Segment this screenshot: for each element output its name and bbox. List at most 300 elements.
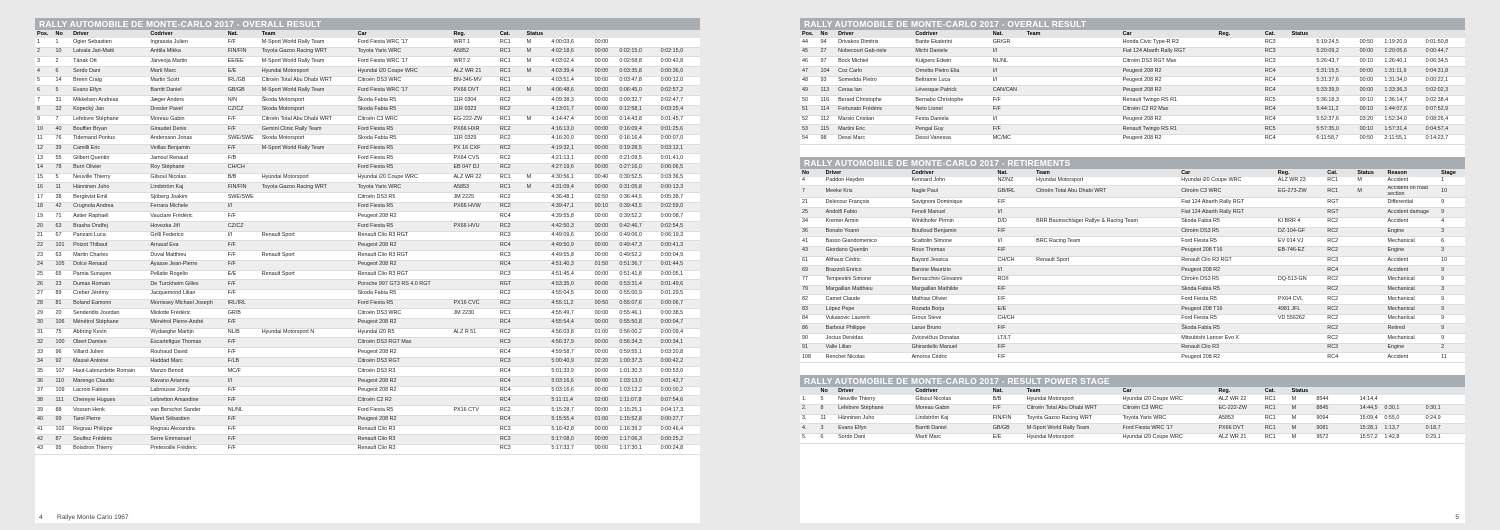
table-cell: Boland Eamonn	[71, 299, 148, 309]
table-cell: RC5	[1263, 125, 1290, 135]
table-cell	[1355, 198, 1385, 208]
table-cell: FIN/FIN	[226, 183, 260, 193]
table-cell: Camilli Eric	[71, 144, 148, 154]
table-cell: 109	[54, 386, 72, 396]
table-cell: RC4	[498, 348, 525, 358]
table-cell: Somedda Pietro	[836, 76, 913, 86]
table-cell: PX64 CVL	[1276, 295, 1325, 305]
table-cell: F/F	[226, 125, 260, 135]
table-cell: 8544	[1314, 395, 1357, 404]
column-header: Cat.	[498, 30, 525, 38]
table-cell: 1:33:36,3	[1382, 86, 1423, 96]
table-cell: M-Sport World Rally Team	[1025, 424, 1121, 434]
table-cell	[1216, 38, 1262, 47]
table-cell: F/F	[226, 435, 260, 445]
table-cell: 96	[54, 348, 72, 358]
table-cell	[1025, 134, 1121, 144]
table-cell: Citroën DS3 RGT	[356, 357, 452, 367]
table-cell: Renault Clio R3	[356, 435, 452, 445]
table-cell: 00:00	[593, 183, 618, 193]
table-cell: Accident	[1385, 353, 1439, 363]
table-cell: 9081	[1314, 424, 1357, 434]
table-cell: F/F	[996, 285, 1035, 295]
table-cell: Parnia Sunayen	[71, 270, 148, 280]
table-cell	[617, 38, 658, 47]
table-cell: Citroën C3 WRC	[356, 115, 452, 125]
table-cell: Vauclare Frédéric	[148, 212, 225, 222]
table-cell: RC3	[1263, 38, 1290, 47]
table-cell: Ford Fiesta R5	[356, 222, 452, 232]
table-cell: 00:00	[593, 47, 618, 57]
table-cell	[525, 96, 550, 106]
table-cell: 0:30:52,5	[617, 173, 658, 183]
table-cell: Gemini Clinic Rally Team	[260, 125, 356, 135]
table-cell: RC4	[498, 377, 525, 387]
table-cell: IRL/GB	[226, 76, 260, 86]
column-header	[1424, 30, 1465, 38]
table-cell: 1	[54, 38, 72, 47]
table-cell: 47	[800, 67, 819, 77]
table-cell: 0:55:07,6	[617, 299, 658, 309]
table-cell: Ayasse Jean-Pierre	[148, 260, 225, 270]
column-header: Driver	[71, 30, 148, 38]
table-cell: 8	[35, 105, 54, 115]
table-row	[35, 193, 700, 203]
table-cell: A5852	[451, 47, 497, 57]
table-cell: RC4	[498, 386, 525, 396]
table-cell	[451, 367, 497, 377]
table-cell: 20	[54, 309, 72, 319]
table-cell: Arnaud Eva	[148, 241, 225, 251]
table-cell: RC1	[1263, 414, 1290, 424]
table-cell: 0:04:17,3	[659, 406, 700, 416]
table-cell: 0:06:06,5	[659, 163, 700, 173]
table-cell	[1034, 208, 1179, 218]
table-cell: 00:00	[593, 212, 618, 222]
table-cell: 1:42,8	[1382, 433, 1423, 443]
table-cell: RC2	[498, 96, 525, 106]
table-cell: 102	[54, 425, 72, 435]
table-cell: RC1	[498, 309, 525, 319]
table-row	[35, 251, 700, 261]
table-cell: 01:00	[593, 415, 618, 425]
table-cell: 00:00	[593, 406, 618, 416]
table-cell	[1034, 266, 1179, 276]
table-cell: 11R 0304	[451, 96, 497, 106]
table-cell: Renault Clio R3 RGT	[356, 270, 452, 280]
table-cell: 00:00	[593, 222, 618, 232]
table-row	[35, 415, 700, 425]
table-cell: F/F	[996, 198, 1035, 208]
table-cell	[525, 231, 550, 241]
table-cell: 93	[819, 76, 837, 86]
column-header: Cat.	[1263, 30, 1290, 38]
table-cell: Jamoul Renaud	[148, 154, 225, 164]
column-header	[1424, 387, 1465, 395]
table-row	[35, 338, 700, 348]
table-cell	[1216, 125, 1262, 135]
table-cell	[525, 212, 550, 222]
table-cell: Citroën C2 R2	[356, 396, 452, 406]
table-cell: RC4	[1263, 86, 1290, 96]
table-cell: Barritt Daniel	[913, 424, 990, 434]
table-cell: 53	[800, 125, 819, 135]
table-cell: F/F	[996, 246, 1035, 256]
table-header-row	[800, 169, 1465, 177]
table-cell: Margaillan Mathilde	[910, 285, 996, 295]
table-row	[35, 67, 700, 77]
table-cell: Chereyre Hugues	[71, 396, 148, 406]
table-cell: Vukasovic Laurent	[824, 314, 910, 324]
table-cell	[525, 241, 550, 251]
table-cell: Crugnola Andrea	[71, 202, 148, 212]
table-cell: Mechanical	[1385, 314, 1439, 324]
table-cell: 0:49:52,2	[617, 251, 658, 261]
table-cell: M-Sport World Rally Team	[260, 57, 356, 67]
table-cell: 9	[35, 115, 54, 125]
table-cell: Valle Lilian	[824, 343, 910, 353]
overall-result-title: RALLY AUTOMOBILE DE MONTE-CARLO 2017 - OVERALL RESULT	[35, 18, 700, 30]
table-cell	[451, 212, 497, 222]
table-cell	[525, 444, 550, 454]
table-cell: 0:29,1	[1424, 433, 1465, 443]
column-header: Reg.	[1216, 387, 1262, 395]
table-cell: Ford Fiesta WRC '17	[356, 57, 452, 67]
column-header: Team	[1034, 169, 1179, 177]
table-row	[35, 115, 700, 125]
table-cell: 0:00:44,7	[1424, 47, 1465, 57]
table-cell: 00:00	[593, 231, 618, 241]
table-cell: F/F	[226, 251, 260, 261]
table-cell: Engine	[1385, 246, 1439, 256]
table-cell: 40	[54, 125, 72, 135]
table-cell	[525, 280, 550, 290]
table-cell: Camet Claude	[824, 295, 910, 305]
table-cell: Škoda Fabia R5	[356, 96, 452, 106]
power-stage-title: RALLY AUTOMOBILE DE MONTE-CARLO 2017 - RESULT POWER STAGE	[800, 375, 1465, 387]
table-cell: Citroën DS3 R5	[1179, 275, 1276, 285]
table-cell: Ford Fiesta R5	[356, 299, 452, 309]
table-cell: Accident	[1385, 256, 1439, 266]
table-cell: Kuijpers Edwin	[913, 57, 990, 67]
table-cell: RGT	[498, 280, 525, 290]
table-cell: Neto Lionel	[913, 105, 990, 115]
table-cell: 00:00	[593, 318, 618, 328]
table-cell: Accident damage	[1385, 208, 1439, 218]
table-row	[800, 134, 1465, 144]
table-cell	[1034, 334, 1179, 344]
table-cell: Paddon Hayden	[824, 177, 910, 186]
table-cell: Rozada Borja	[910, 305, 996, 315]
table-row	[35, 280, 700, 290]
table-cell: 0:59:55,1	[617, 348, 658, 358]
column-header	[1382, 387, 1423, 395]
table-cell	[1355, 208, 1385, 218]
table-cell	[525, 348, 550, 358]
table-cell: 4:51:40,3	[549, 260, 592, 270]
table-cell: 00:00	[593, 270, 618, 280]
table-cell: 5:03:16,6	[549, 386, 592, 396]
table-cell: Peugeot 208 R2	[356, 348, 452, 358]
table-cell: NL/B	[226, 328, 260, 338]
table-cell	[525, 328, 550, 338]
table-cell: 44	[800, 38, 819, 47]
table-cell: 00:00	[593, 377, 618, 387]
table-cell: 2	[1439, 343, 1465, 353]
table-cell: Wydaeghe Martijn	[148, 328, 225, 338]
table-cell	[1216, 67, 1262, 77]
table-cell	[260, 396, 356, 406]
table-cell: 0:04:57,4	[1424, 125, 1465, 135]
table-cell: 1:15:25,1	[617, 406, 658, 416]
table-cell	[525, 435, 550, 445]
table-row	[35, 183, 700, 193]
table-cell: 13	[35, 154, 54, 164]
table-cell: 0:01:42,7	[659, 377, 700, 387]
table-row	[800, 237, 1465, 247]
table-cell	[1355, 237, 1385, 247]
table-cell: Tänak Ott	[71, 57, 148, 67]
table-cell: RC3	[1263, 57, 1290, 67]
table-cell: 0:00:25,2	[659, 435, 700, 445]
table-cell: Lévesque Patrick	[913, 86, 990, 96]
table-cell: 0:02:54,5	[659, 222, 700, 232]
table-cell: 5	[819, 395, 837, 404]
table-cell: Anttila Mikka	[148, 47, 225, 57]
table-cell: M	[525, 183, 550, 193]
table-cell: M	[525, 115, 550, 125]
table-cell: 1:15:52,8	[617, 415, 658, 425]
table-cell: 81	[54, 299, 72, 309]
table-cell: 4:55:04,5	[549, 289, 592, 299]
column-header	[800, 387, 819, 395]
table-row	[35, 435, 700, 445]
table-cell	[260, 193, 356, 203]
table-cell: 87	[54, 435, 72, 445]
table-cell: 0:00:12,0	[659, 76, 700, 86]
table-cell	[1290, 134, 1315, 144]
table-cell	[451, 396, 497, 406]
table-cell	[1216, 105, 1262, 115]
table-cell: Gilsoul Nicolas	[148, 173, 225, 183]
table-cell: I/I	[991, 47, 1025, 57]
table-cell	[1355, 334, 1385, 344]
column-header	[1382, 30, 1423, 38]
table-cell: 7	[35, 96, 54, 106]
table-row	[35, 105, 700, 115]
table-cell: Lefebvre Stéphane	[836, 404, 913, 414]
table-row	[800, 275, 1465, 285]
table-cell	[451, 280, 497, 290]
table-cell: 00:00	[593, 163, 618, 173]
table-cell: I/I	[991, 67, 1025, 77]
table-cell: F/F	[996, 295, 1035, 305]
table-cell: I/I	[996, 208, 1035, 218]
table-cell: F/F	[991, 125, 1025, 135]
table-cell	[1025, 96, 1121, 106]
table-cell	[260, 299, 356, 309]
table-cell: Renault Clio R3 RGT	[1179, 256, 1276, 266]
table-cell: 0:07:52,9	[1424, 105, 1465, 115]
table-cell	[525, 222, 550, 232]
table-cell: Duval Matthieu	[148, 251, 225, 261]
table-cell: Dessi Vanessa	[913, 134, 990, 144]
table-cell	[1290, 57, 1315, 67]
table-cell: Delecour François	[824, 198, 910, 208]
table-cell: GR/B	[226, 309, 260, 319]
table-cell: Vossen Henk	[71, 406, 148, 416]
table-cell	[1276, 208, 1325, 218]
table-cell: 2:11:55,1	[1382, 134, 1423, 144]
table-cell: Astier Raphaël	[71, 212, 148, 222]
table-cell	[1025, 125, 1121, 135]
table-cell: GR/GR	[991, 38, 1025, 47]
table-row	[35, 377, 700, 387]
table-cell: 9	[1439, 334, 1465, 344]
table-cell: Škoda Fabia R5	[1179, 217, 1276, 227]
table-row	[800, 343, 1465, 353]
table-cell	[1355, 295, 1385, 305]
table-cell: 90	[800, 334, 824, 344]
table-row	[35, 57, 700, 67]
table-cell: 0:14:43,8	[617, 115, 658, 125]
table-cell	[260, 212, 356, 222]
table-cell: 00:00	[593, 367, 618, 377]
table-cell: 0:00:06,7	[659, 299, 700, 309]
table-cell: RC4	[1263, 76, 1290, 86]
table-cell: Roy Stéphane	[148, 163, 225, 173]
table-cell	[260, 163, 356, 173]
table-cell	[1034, 343, 1179, 353]
table-cell: 20	[35, 222, 54, 232]
table-cell: 1:52:34,0	[1382, 115, 1423, 125]
table-row	[35, 328, 700, 338]
table-cell: 03:20	[1358, 115, 1383, 125]
table-cell: 9	[1439, 314, 1465, 324]
table-row	[800, 125, 1465, 135]
table-cell: 0:00:34,1	[659, 338, 700, 348]
table-cell: 0:24,9	[1424, 414, 1465, 424]
table-cell: Zvicevičius Donatas	[910, 334, 996, 344]
table-cell: 00:50	[1358, 38, 1383, 47]
table-cell: Larue Bruno	[910, 324, 996, 334]
table-cell: CH/CH	[996, 256, 1035, 266]
table-cell: Brazzoli Enrico	[824, 266, 910, 276]
table-cell: F/B	[226, 154, 260, 164]
table-cell: D/D	[996, 217, 1035, 227]
table-cell: 112	[819, 115, 837, 125]
table-cell: RC1	[498, 67, 525, 77]
table-cell: 01:00	[593, 328, 618, 338]
table-cell: 42	[54, 202, 72, 212]
table-cell: F/F	[226, 396, 260, 406]
table-cell: 0:00:46,4	[659, 425, 700, 435]
table-cell: BRR Baumschlager Rallye & Racing Team	[1034, 217, 1179, 227]
table-cell: Villard Julien	[71, 348, 148, 358]
table-cell	[1034, 353, 1179, 363]
table-cell: 86	[800, 324, 824, 334]
table-cell: 32	[54, 105, 72, 115]
column-header: Driver	[824, 169, 910, 177]
table-cell: M	[1290, 404, 1315, 414]
column-header: Team	[1025, 30, 1121, 38]
column-header: Team	[1025, 387, 1121, 395]
table-cell: Ford Fiesta WRC '17	[356, 86, 452, 96]
table-cell: 11	[819, 414, 837, 424]
table-row	[35, 367, 700, 377]
table-cell: F/F	[996, 353, 1035, 363]
table-cell: 111	[54, 396, 72, 406]
table-cell: RC2	[498, 222, 525, 232]
table-cell: RC3	[1325, 256, 1355, 266]
table-cell: 18	[35, 202, 54, 212]
page-number: 4	[39, 514, 43, 521]
table-cell	[1290, 67, 1315, 77]
table-cell	[1025, 86, 1121, 96]
table-cell: Ford Fiesta R5	[356, 144, 452, 154]
table-cell: 00:10	[1358, 125, 1383, 135]
table-cell: 97	[819, 57, 837, 67]
table-cell: 02:50	[593, 193, 618, 203]
table-cell: Coz Carlo	[836, 67, 913, 77]
table-cell: 0:00:04,9	[659, 251, 700, 261]
table-cell: 0:02:57,2	[659, 86, 700, 96]
table-cell: 116	[819, 96, 837, 106]
table-cell: EG-222-ZW	[451, 115, 497, 125]
table-cell: 52	[800, 115, 819, 125]
table-cell: 9	[1439, 266, 1465, 276]
table-cell	[451, 251, 497, 261]
table-cell: Ford Fiesta R5	[356, 163, 452, 173]
table-row	[35, 38, 700, 47]
table-cell: Manzo Benoit	[148, 367, 225, 377]
table-cell: 5:31:37,6	[1314, 76, 1357, 86]
table-cell: 0:31:05,8	[617, 183, 658, 193]
table-cell: A5853	[1216, 414, 1262, 424]
table-cell: 4:02:18,6	[549, 47, 592, 57]
table-cell	[1355, 343, 1385, 353]
table-cell	[451, 260, 497, 270]
table-cell	[1034, 246, 1179, 256]
table-cell	[451, 338, 497, 348]
table-cell: 4981 JFL	[1276, 305, 1325, 315]
table-cell	[1290, 86, 1315, 96]
column-header: Status	[1355, 169, 1385, 177]
table-cell: 26	[35, 280, 54, 290]
table-cell: 2.	[800, 404, 819, 414]
table-cell: 0:00:42,2	[659, 357, 700, 367]
table-cell: RC2	[1325, 246, 1355, 256]
table-cell: 4:36:48,1	[549, 193, 592, 203]
table-cell	[1355, 285, 1385, 295]
table-cell: 9	[1439, 208, 1465, 218]
table-cell	[1025, 47, 1121, 57]
table-cell	[451, 231, 497, 241]
table-cell: Martí Marc	[913, 433, 990, 443]
table-cell: 25	[35, 270, 54, 280]
table-cell: Marsio Cristian	[836, 115, 913, 125]
table-row	[800, 186, 1465, 198]
table-cell: Gilbert Quentin	[71, 154, 148, 164]
table-cell: F/F	[996, 324, 1035, 334]
table-cell	[525, 318, 550, 328]
table-cell: 11	[54, 183, 72, 193]
table-cell: Mathias Olivier	[910, 295, 996, 305]
table-cell: Engine	[1385, 343, 1439, 353]
table-row	[35, 289, 700, 299]
table-cell: 113	[819, 86, 837, 96]
table-cell: I/I	[226, 202, 260, 212]
